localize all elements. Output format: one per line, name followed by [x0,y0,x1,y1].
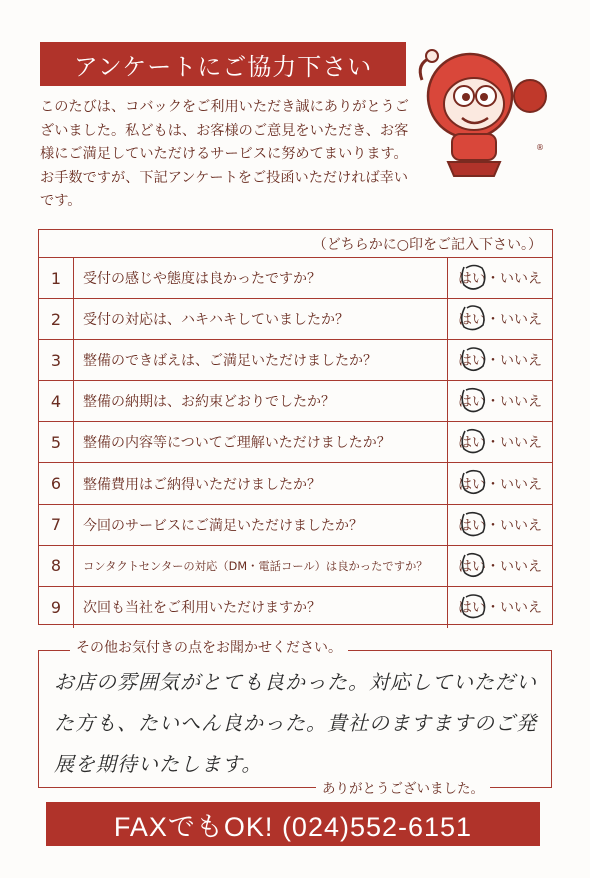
intro-text: このたびは、コバックをご利用いただき誠にありがとうございました。私どもは、お客様のご意見をいただき、お客様にご満足していただけるサービスに努めてまいります。お手数ですが、下記アンケートをご投函いただければ幸いです。 [40,99,409,209]
question-number: 4 [39,381,74,421]
circle-mark-icon [458,468,488,496]
answer-choice[interactable] [448,299,552,339]
svg-text:®: ® [536,143,544,152]
fax-banner: FAXでもOK! (024)552-6151 [46,802,540,846]
question-text: 受付の感じや態度は良かったですか？ [74,258,448,298]
question-row [39,340,552,381]
question-text: 次回も当社をご利用いただけますか？ [74,587,448,628]
question-number: 5 [39,422,74,462]
question-row [39,463,552,504]
answer-choice[interactable] [448,505,552,545]
circle-mark-icon [458,427,488,455]
circle-mark-icon [458,386,488,414]
answer-label: はい・いいえ [458,435,542,452]
question-text: 整備のできばえは、ご満足いただけましたか？ [74,340,448,380]
question-number: 9 [39,587,74,628]
answer-choice[interactable] [448,381,552,421]
answer-choice[interactable] [448,546,552,586]
answer-label: はい・いいえ [458,517,542,534]
question-number: 1 [39,258,74,298]
answer-label: はい・いいえ [458,312,542,329]
question-number: 8 [39,546,74,586]
question-text: 受付の対応は、ハキハキしていましたか？ [74,299,448,339]
answer-choice[interactable] [448,422,552,462]
survey-title: アンケートにご協力下さい [40,42,406,86]
comments-label: その他お気付きの点をお聞かせください。 [70,637,348,657]
mascot-logo [412,34,552,184]
circle-mark-icon [458,592,488,620]
question-text: 整備費用はご納得いただけましたか？ [74,463,448,503]
answer-choice[interactable] [448,463,552,503]
thanks-text: ありがとうございました。 [316,777,490,797]
answer-label: はい・いいえ [458,558,542,575]
question-number: 7 [39,505,74,545]
handwritten-comment: お店の雰囲気がとても良かった。対応していただいた方も、たいへん良かった。貴社のますますのご発展を期待いたします。 [54,670,537,776]
question-number: 2 [39,299,74,339]
question-row [39,422,552,463]
answer-label: はい・いいえ [458,476,542,493]
answer-label: はい・いいえ [458,600,542,617]
question-row [39,505,552,546]
circle-mark-icon [458,263,488,291]
question-row [39,546,552,587]
question-number: 6 [39,463,74,503]
question-row [39,587,552,628]
circle-mark-icon [458,510,488,538]
answer-label: はい・いいえ [458,353,542,370]
question-row [39,381,552,422]
circle-mark-icon [458,551,488,579]
circle-mark-icon [458,304,488,332]
question-text: コンタクトセンターの対応（DM・電話コール）は良かったですか？ [74,546,448,586]
question-text: 整備の内容等についてご理解いただけましたか？ [74,422,448,462]
answer-label: はい・いいえ [458,394,542,411]
survey-table [38,229,553,625]
circle-mark-icon [458,345,488,373]
question-text: 整備の納期は、お約束どおりでしたか？ [74,381,448,421]
answer-choice[interactable] [448,587,552,628]
question-text: 今回のサービスにご満足いただけましたか？ [74,505,448,545]
answer-label: はい・いいえ [458,271,542,288]
question-number: 3 [39,340,74,380]
survey-instruction: （どちらかに○印をご記入下さい。） [39,230,552,258]
question-row [39,299,552,340]
question-row [39,258,552,299]
answer-choice[interactable] [448,340,552,380]
answer-choice[interactable] [448,258,552,298]
